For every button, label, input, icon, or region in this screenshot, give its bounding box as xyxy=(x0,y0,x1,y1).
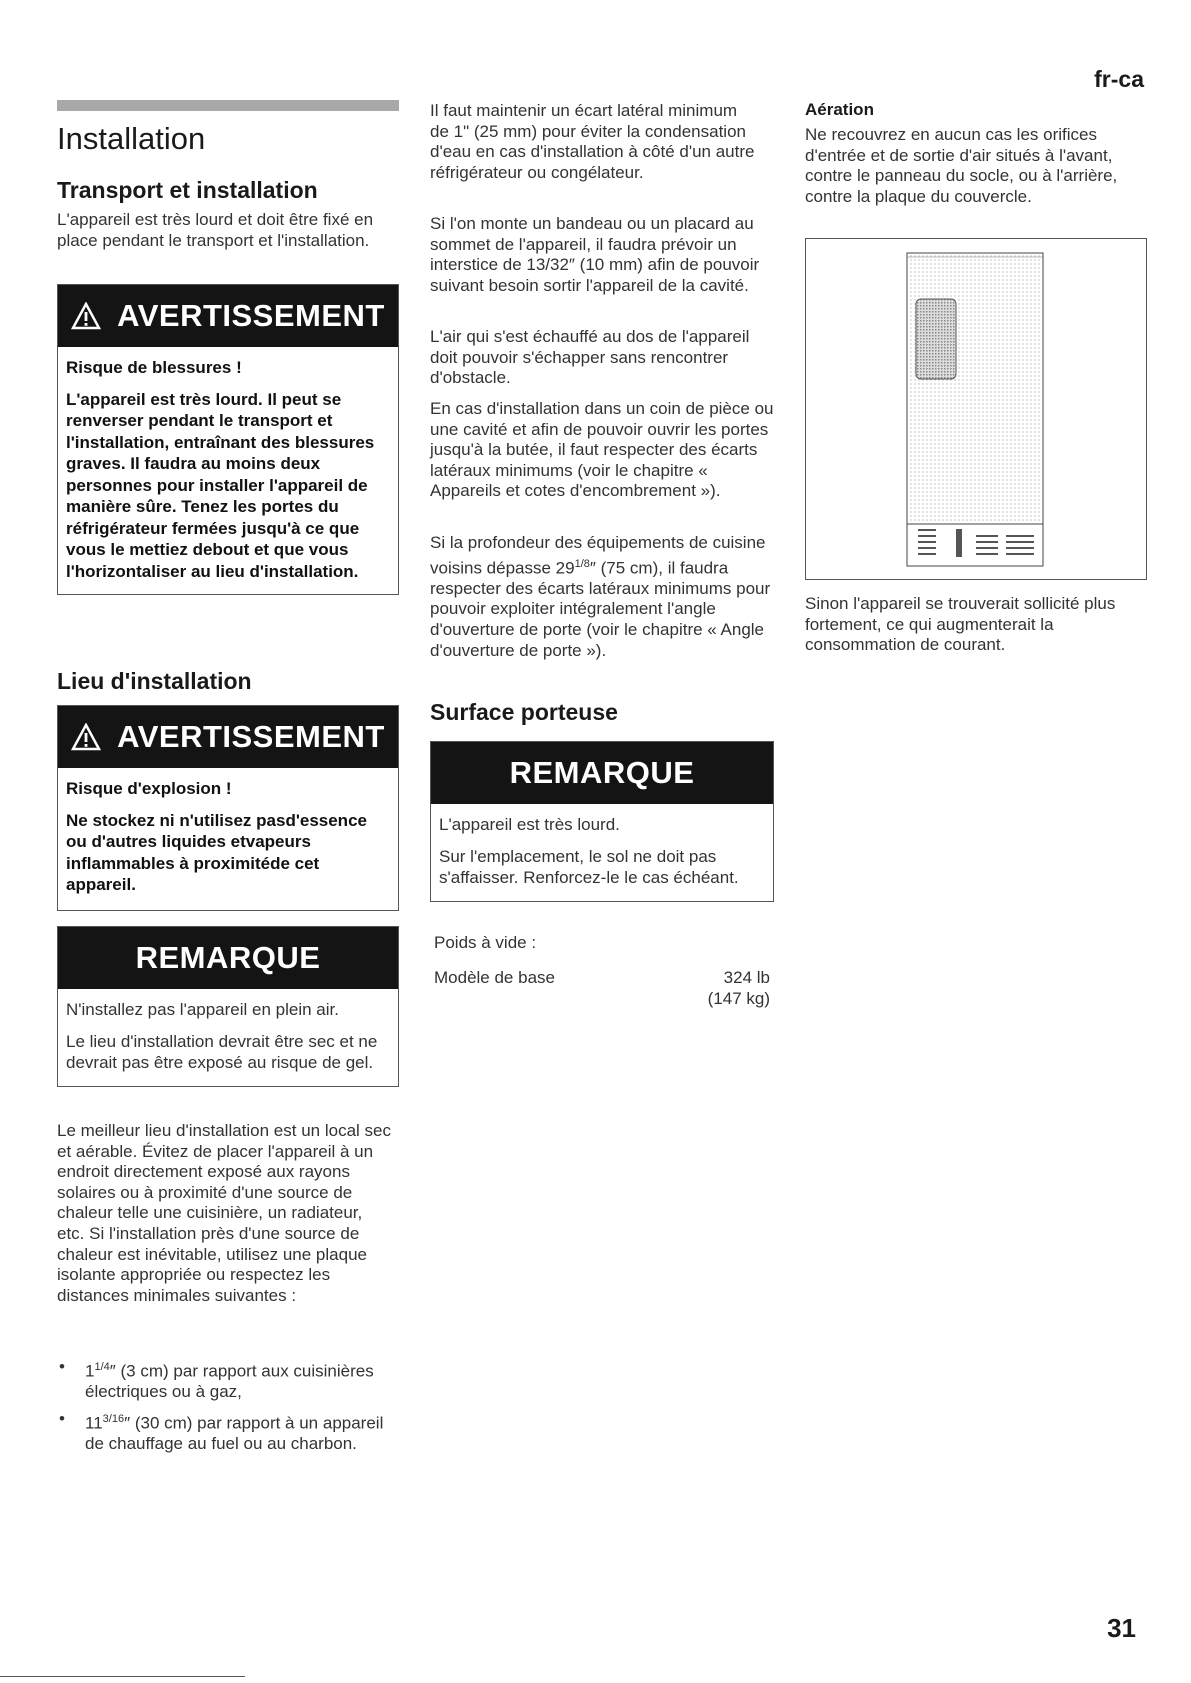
note-box-installation xyxy=(57,926,399,1087)
note-label: REMARQUE xyxy=(509,755,695,790)
cabinet-gap-text: Si l'on monte un bandeau ou un placard au sommet de l'appareil, il faudra prévoir un interstice de 13/32″ (10 mm) afin de pouvoir suivant besoin sortir l'appareil de la cavité. xyxy=(430,214,760,295)
bullet-dot: • xyxy=(59,1357,65,1376)
warning-label: AVERTISSEMENT xyxy=(117,719,385,754)
bullet-dot: • xyxy=(59,1409,65,1428)
appliance-ventilation-figure xyxy=(805,238,1147,580)
refrigerator-diagram xyxy=(806,239,1146,579)
warning-box-injury xyxy=(57,284,399,595)
warning-triangle-icon xyxy=(71,302,101,330)
section-divider-bar xyxy=(57,100,399,111)
note-header xyxy=(431,742,773,804)
note-header xyxy=(58,927,398,989)
note-text-1: N'installez pas l'appareil en plein air. xyxy=(66,1000,339,1019)
warning-header xyxy=(58,706,398,768)
heading-aeration: Aération xyxy=(805,100,874,119)
transport-text: L'appareil est très lourd et doit être fixé en place pendant le transport et l'installation. xyxy=(57,210,374,250)
language-code: fr-ca xyxy=(1094,66,1144,92)
weight-label: Poids à vide : xyxy=(434,933,537,952)
warning-header xyxy=(58,285,398,347)
page-number: 31 xyxy=(1107,1613,1136,1643)
note-label: REMARQUE xyxy=(135,940,321,975)
note-text-2: Le lieu d'installation devrait être sec et ne devrait pas être exposé au risque de gel. xyxy=(66,1031,378,1072)
best-place-text: Le meilleur lieu d'installation est un local sec et aérable. Évitez de placer l'appareil à un endroit directement exposé aux rayons solaires ou à proximité d'une source de chaleur telle une cuisinière, un radiateur, etc. Si l'installation près d'une source de chaleur est inévitable, utilisez une plaque isolante appropriée ou respectez les distances minimales suivantes : xyxy=(57,1121,391,1305)
heading-surface: Surface porteuse xyxy=(430,699,618,725)
model-name: Modèle de base xyxy=(434,968,555,987)
bullet-text: $11^{3/16}''$ (30 cm) par rapport à un appareil de chauffage au fuel ou au charbon. xyxy=(85,1413,384,1454)
heading-lieu: Lieu d'installation xyxy=(57,668,252,694)
aeration-text: Ne recouvrez en aucun cas les orifices d'entrée et de sortie d'air situés à l'avant, contre le panneau du socle, ou à l'arrière, contre la plaque du couvercle. xyxy=(805,125,1118,206)
model-weight: 324 lb (147 kg) xyxy=(707,968,770,1008)
depth-text: Si la profondeur des équipements de cuisine voisins dépasse $29^{1/8}''$ (75 cm), il faudra respecter des écarts latéraux minimums pour pouvoir exploiter intégralement l'angle d'ouverture de porte (voir le chapitre « Angle d'ouverture de porte »). xyxy=(430,533,771,660)
consumption-text: Sinon l'appareil se trouverait sollicité plus fortement, ce qui augmenterait la consommation de courant. xyxy=(805,594,1116,655)
footer-rule xyxy=(0,1676,245,1677)
corner-text: En cas d'installation dans un coin de pièce ou une cavité et afin de pouvoir ouvrir les portes jusqu'à la butée, il faut respecter des écarts latéraux minimums (voir le chapitre « Appareils et cotes d'encombrement »). xyxy=(430,399,774,501)
heading-transport: Transport et installation xyxy=(57,177,318,203)
warning-risk: Risque d'explosion ! xyxy=(66,779,232,798)
warning-label: AVERTISSEMENT xyxy=(117,298,385,333)
warning-risk: Risque de blessures ! xyxy=(66,358,242,377)
page-title: Installation xyxy=(57,121,206,156)
warning-triangle-icon xyxy=(71,723,101,751)
note-text-1: L'appareil est très lourd. xyxy=(439,815,620,834)
note-text-2: Sur l'emplacement, le sol ne doit pas s'affaisser. Renforcez-le le cas échéant. xyxy=(439,846,739,887)
air-text: L'air qui s'est échauffé au dos de l'appareil doit pouvoir s'échapper sans rencontrer d'obstacle. xyxy=(430,327,750,388)
bullet-text: $1^{1/4}''$ (3 cm) par rapport aux cuisinières électriques ou à gaz, xyxy=(85,1361,374,1402)
warning-text: Ne stockez ni n'utilisez pasd'essence ou d'autres liquides etvapeurs inflammables à proximitéde cet appareil. xyxy=(66,810,367,894)
lateral-gap-text: Il faut maintenir un écart latéral minimum de 1" (25 mm) pour éviter la condensation d'eau en cas d'installation à côté d'un autre réfrigérateur ou congélateur. xyxy=(430,101,755,182)
warning-text: L'appareil est très lourd. Il peut se renverser pendant le transport et l'installation, entraînant des blessures graves. Il faudra au moins deux personnes pour installer l'appareil de manière sûre. Tenez les portes du réfrigérateur fermées jusqu'à ce que vous le mettiez debout et que vous l'horizontaliser au lieu d'installation. xyxy=(66,389,375,581)
note-box-surface xyxy=(430,741,774,902)
warning-box-explosion xyxy=(57,705,399,911)
